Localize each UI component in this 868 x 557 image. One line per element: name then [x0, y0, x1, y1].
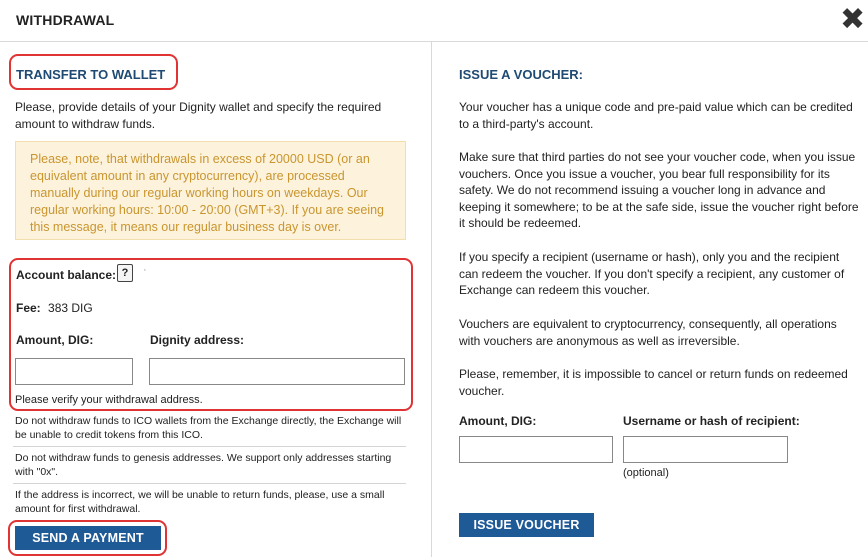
voucher-paragraph: Your voucher has a unique code and pre-paid value which can be credited to a third-party's account.	[459, 100, 853, 131]
fee-label: Fee:	[16, 301, 41, 315]
note-genesis: Do not withdraw funds to genesis addresses. We support only addresses starting with "0x".	[15, 452, 392, 478]
note-ico: Do not withdraw funds to ICO wallets from the Exchange directly, the Exchange will be unable to credit tokens from this ICO.	[15, 415, 402, 441]
withdrawal-warning: Please, note, that withdrawals in excess of 20000 USD (or an equivalent amount in any cryptocurrency), are processed manually during our regular working hours on weekdays. Our regular working hours: 10:00 - 20:00 (GMT+3). If you are seeing this message, it means our regular business day is over.	[15, 141, 406, 240]
amount-input[interactable]	[15, 358, 133, 385]
voucher-title: ISSUE A VOUCHER:	[459, 67, 583, 82]
voucher-paragraph: If you specify a recipient (username or hash), only you and the recipient can redeem the voucher. If you don't specify a recipient, any customer of Exchange can redeem this voucher.	[459, 250, 845, 297]
optional-note: (optional)	[623, 467, 669, 479]
voucher-paragraph: Vouchers are equivalent to cryptocurrency, consequently, all operations with vouchers are anonymous as well as irreversible.	[459, 317, 837, 348]
voucher-amount-label: Amount, DIG:	[459, 414, 537, 428]
voucher-paragraph: Please, remember, it is impossible to cancel or return funds on redeemed voucher.	[459, 367, 848, 398]
recipient-input[interactable]	[623, 436, 788, 463]
balance-value: ·	[143, 264, 147, 276]
address-label: Dignity address:	[150, 333, 245, 347]
address-input[interactable]	[149, 358, 405, 385]
verify-note: Please verify your withdrawal address.	[15, 394, 203, 406]
note-divider	[13, 446, 406, 447]
transfer-title: TRANSFER TO WALLET	[16, 67, 166, 82]
note-address: If the address is incorrect, we will be unable to return funds, please, use a small amount for first withdrawal.	[15, 489, 385, 515]
voucher-panel	[432, 42, 868, 557]
transfer-intro: Please, provide details of your Dignity wallet and specify the required amount to withdraw funds.	[15, 100, 382, 131]
recipient-label: Username or hash of recipient:	[623, 414, 800, 428]
modal-header	[0, 0, 868, 42]
fee-value: 383 DIG	[48, 301, 93, 315]
modal-title: WITHDRAWAL	[16, 12, 115, 28]
fee-row	[16, 301, 93, 315]
voucher-paragraph: Make sure that third parties do not see your voucher code, when you issue vouchers. Once you issue a voucher, you bear full responsibility for its safety. We do not recommend issuing a voucher long in advance and keeping it somewhere; to be at the safe side, issue the voucher right before it should be redeemed.	[459, 150, 859, 230]
balance-label: Account balance:	[16, 268, 117, 282]
close-icon[interactable]: ✖	[840, 3, 866, 36]
send-payment-button[interactable]: SEND A PAYMENT	[15, 526, 161, 550]
transfer-panel	[0, 42, 431, 557]
balance-help-button[interactable]: ?	[117, 264, 133, 282]
note-divider	[13, 483, 406, 484]
amount-label: Amount, DIG:	[16, 333, 94, 347]
voucher-amount-input[interactable]	[459, 436, 613, 463]
issue-voucher-button[interactable]: ISSUE VOUCHER	[459, 513, 594, 537]
